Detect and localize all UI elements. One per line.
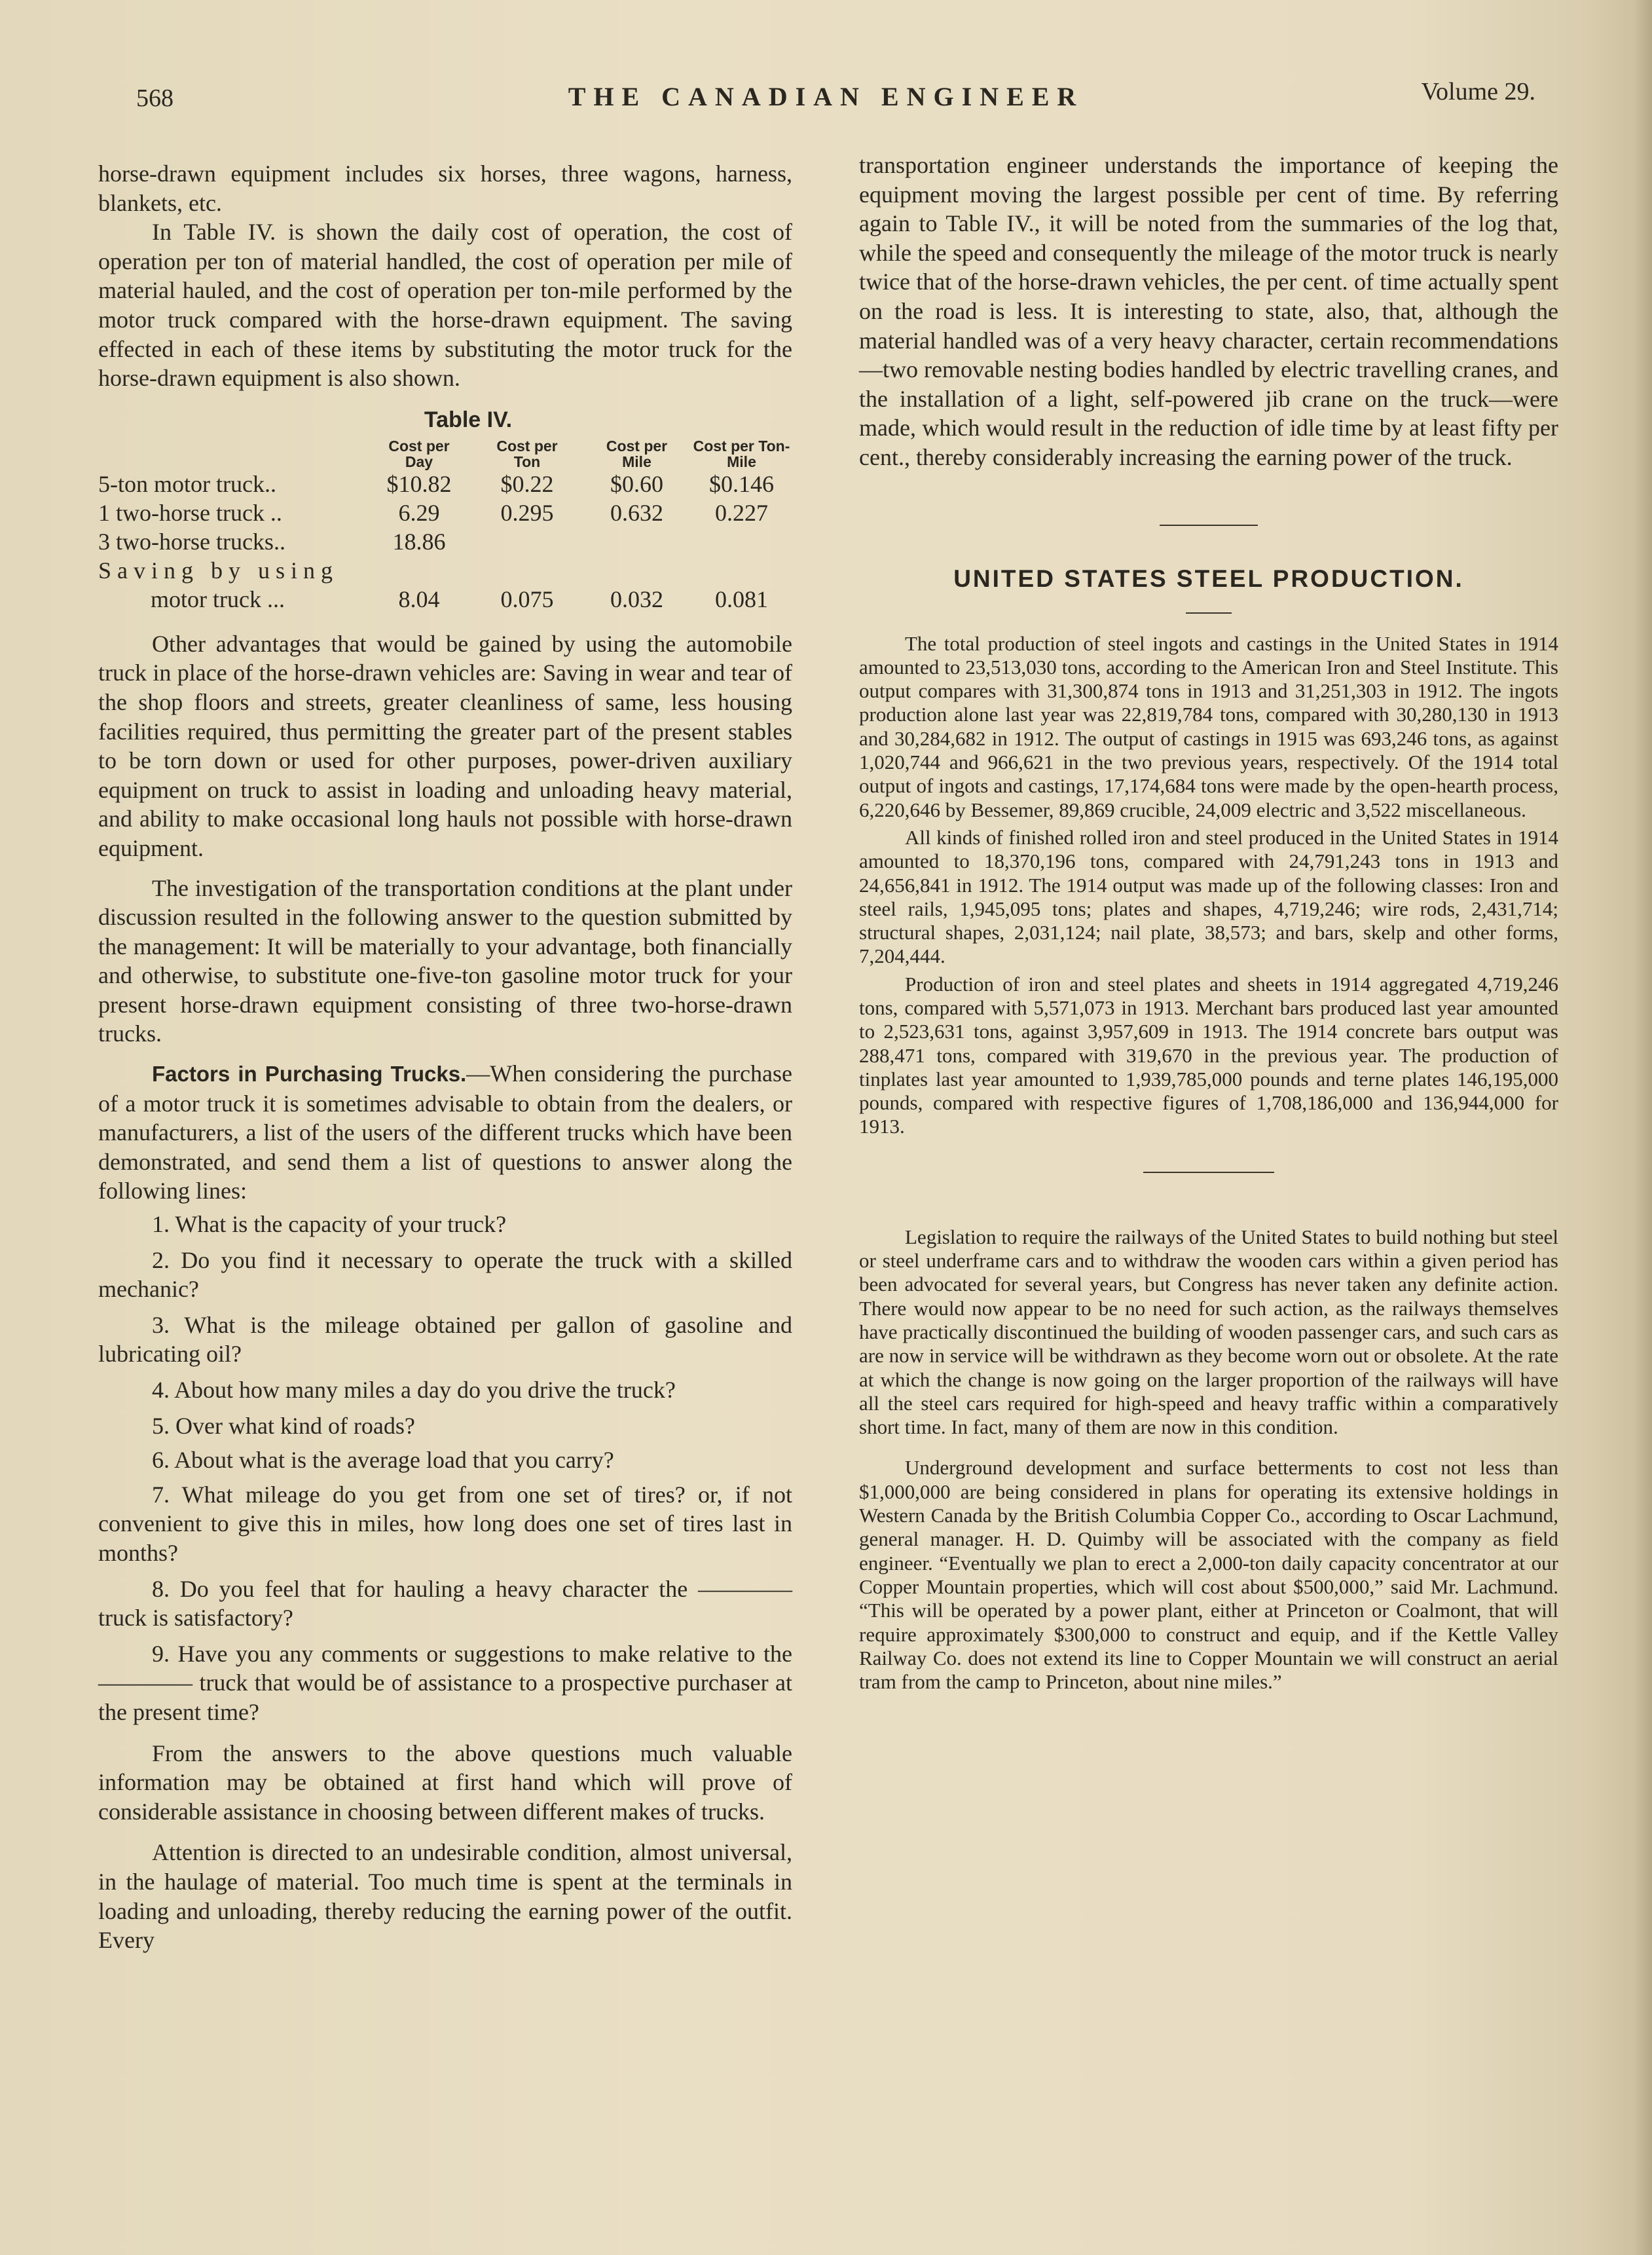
left-column bbox=[98, 159, 792, 1955]
table-cell: 0.032 bbox=[610, 586, 663, 612]
table-cell: 3 two-horse trucks.. bbox=[98, 528, 285, 555]
paragraph: From the answers to the above questions much valuable information may be obtained at first hand which will prove of considerable assistance in choosing between different makes of trucks. bbox=[98, 1740, 792, 1825]
divider bbox=[1186, 612, 1232, 614]
question-item: 6. About what is the average load that you carry? bbox=[152, 1447, 614, 1474]
table-cell: $0.60 bbox=[610, 470, 663, 497]
paragraph: Legislation to require the railways of the United States to build nothing but steel or steel underframe cars and to withdraw the wooden cars within a given period has been advocated for several years, but Congress has never taken any definite action. There would now appear to be no need for such action, as the railways themselves have practically discontinued the building of wooden passenger cars, and such cars as are now in service will be withdrawn as they become worn out or obsolete. At the rate at which the change is now going on the larger proportion of the railways will have all the steel cars required for high-speed and heavy traffic within a comparatively short time. In fact, many of them are now in this condition. bbox=[859, 1225, 1558, 1439]
page-number: 568 bbox=[136, 84, 174, 112]
paragraph: The total production of steel ingots and castings in the United States in 1914 amounted to 23,513,030 tons, according to the American Iron and Steel Institute. This output compares with 31,300,874 tons in 1913 and 31,251,303 in 1912. The ingots production alone last year was 22,819,784 tons, compared with 30,280,130 in 1913 and 30,284,682 in 1912. The output of castings in 1915 was 693,246 tons, as against 1,020,744 and 966,621 in the two previous years, respectively. Of the 1914 total output of ingots and castings, 17,174,684 tons were made by the open-hearth process, 6,220,646 by Bessemer, 89,869 crucible, 24,009 electric and 3,522 miscellaneous. bbox=[859, 631, 1558, 821]
paragraph: Other advantages that would be gained by using the automobile truck in place of the horse-drawn vehicles are: Saving in wear and tear of the shop floors and streets, greater cleanliness of same, less housing facilities required, thus permitting the greater part of the present stables to be torn down or used for other purposes, power-driven auxiliary equipment on truck to assist in loading and unloading heavy material, and ability to make occasional long hauls not possible with horse-drawn equipment. bbox=[98, 630, 792, 861]
question-item: 7. What mileage do you get from one set of tires? or, if not convenient to give this in miles, how long does one set of tires last in months? bbox=[98, 1481, 792, 1566]
run-in-heading: Factors in Purchasing Trucks. bbox=[152, 1062, 467, 1087]
question-item: 4. About how many miles a day do you drive the truck? bbox=[152, 1377, 676, 1403]
table-row bbox=[98, 470, 792, 498]
paragraph: The investigation of the transportation conditions at the plant under discussion resulted in the following answer to the question submitted by the management: It will be materially to your advantage, both financially and otherwise, to substitute one-five-ton gasoline motor truck for your present horse-drawn equipment consisting of three two-horse-drawn trucks. bbox=[98, 874, 792, 1047]
table-cell: 0.295 bbox=[500, 499, 554, 526]
table-header bbox=[98, 438, 367, 470]
question-item: 2. Do you find it necessary to operate the truck with a skilled mechanic? bbox=[98, 1246, 792, 1303]
question-item: 3. What is the mileage obtained per gallon of gasoline and lubricating oil? bbox=[98, 1311, 792, 1368]
table-cell: 0.075 bbox=[500, 586, 554, 612]
table-cell: 5-ton motor truck.. bbox=[98, 470, 276, 497]
table-header: Cost per Ton bbox=[496, 437, 558, 470]
table-header: Cost per Day bbox=[388, 437, 450, 470]
question-item: 8. Do you feel that for hauling a heavy character the ———— truck is satisfactory? bbox=[98, 1575, 792, 1631]
table-title: Table IV. bbox=[424, 407, 513, 432]
table-cell: 0.632 bbox=[610, 499, 663, 526]
journal-title: THE CANADIAN ENGINEER bbox=[568, 82, 1084, 111]
table-cell bbox=[691, 527, 792, 556]
paragraph: Production of iron and steel plates and sheets in 1914 aggregated 4,719,246 tons, compared with 5,571,073 in 1913. Merchant bars produced last year amounted to 2,523,631 tons, against 3,957,609 in 1913. The 1914 concrete bars output was 288,471 tons, compared with 319,670 in the previous year. The production of tinplates last year amounted to 1,939,785,000 pounds and terne plates 146,195,000 pounds, compared with respective figures of 1,708,186,000 and 136,944,000 for 1913. bbox=[859, 972, 1558, 1138]
divider bbox=[1160, 525, 1258, 526]
paragraph: In Table IV. is shown the daily cost of operation, the cost of operation per ton of material handled, the cost of operation per mile of material hauled, and the cost of operation per ton-mile performed by the motor truck compared with the horse-drawn equipment. The saving effected in each of these items by substituting the motor truck for the horse-drawn equipment is also shown. bbox=[98, 219, 792, 392]
table-cell: $0.146 bbox=[709, 470, 774, 497]
table-row bbox=[98, 556, 792, 585]
paragraph bbox=[98, 1059, 792, 1206]
table-cell: Saving by using bbox=[98, 557, 339, 584]
table-row bbox=[98, 527, 792, 556]
table-cell: 0.081 bbox=[715, 586, 768, 612]
paragraph: Underground development and surface betterments to cost not less than $1,000,000 are being considered in plans for operating its extensive holdings in Western Canada by the British Columbia Copper Co., according to Oscar Lachmund, general manager. H. D. Quimby will be associated with the company as field engineer. “Eventually we plan to erect a 2,000-ton daily capacity concentrator at our Copper Mountain properties, which will cost about $500,000,” said Mr. Lachmund. “This will be operated by a power plant, either at Princeton or Coalmont, that will require approximately $300,000 to construct and equip, and if the Kettle Valley Railway Co. does not extend its line to Copper Mountain we will construct an aerial tram from the camp to Princeton, about nine miles.” bbox=[859, 1456, 1558, 1694]
section-title: UNITED STATES STEEL PRODUCTION. bbox=[953, 565, 1464, 592]
table-cell: 1 two-horse truck .. bbox=[98, 499, 282, 526]
table-row bbox=[98, 585, 792, 614]
table-header: Cost per Ton-Mile bbox=[693, 437, 790, 470]
question-item: 9. Have you any comments or suggestions to make relative to the ———— truck that would be of assistance to a prospective purchaser at the present time? bbox=[98, 1640, 792, 1725]
paragraph: Attention is directed to an undesirable condition, almost universal, in the haulage of material. Too much time is spent at the terminals in loading and unloading, thereby reducing the earning power of the outfit. Every bbox=[98, 1839, 792, 1954]
table-cell: motor truck ... bbox=[151, 586, 285, 612]
paragraph: transportation engineer understands the importance of keeping the equipment moving the largest possible per cent of time. By referring again to Table IV., it will be noted from the summaries of the log that, while the speed and consequently the mileage of the motor truck is nearly twice that of the horse-drawn vehicles, the per cent. of time actually spent on the road is less. It is interesting to state, also, that, although the material handled was of a very heavy character, certain recommendations—two removable nesting bodies handled by electric travelling cranes, and the installation of a light, self-powered jib crane on the truck—were made, which would result in the reduction of idle time by at least fifty per cent., thereby considerably increasing the earning power of the truck. bbox=[859, 152, 1558, 470]
table-cell: 0.227 bbox=[715, 499, 768, 526]
volume-label: Volume 29. bbox=[1421, 78, 1535, 105]
table-header-row bbox=[98, 438, 792, 470]
table-cell: 18.86 bbox=[392, 528, 446, 555]
paragraph: All kinds of finished rolled iron and steel produced in the United States in 1914 amounted to 18,370,196 tons, compared with 24,791,243 tons in 1913 and 24,656,841 in 1912. The 1914 output was made up of the following classes: Iron and steel rails, 1,945,095 tons; plates and shapes, 4,719,246; wire rods, 2,431,714; structural shapes, 2,031,124; nail plate, 38,573; and bars, skelp and other forms, 7,204,444. bbox=[859, 825, 1558, 968]
table-cell: 6.29 bbox=[398, 499, 440, 526]
table-cell bbox=[583, 527, 691, 556]
question-item: 1. What is the capacity of your truck? bbox=[152, 1211, 507, 1238]
question-item: 5. Over what kind of roads? bbox=[152, 1412, 415, 1439]
table-cell: $10.82 bbox=[386, 470, 452, 497]
table-cell: $0.22 bbox=[500, 470, 554, 497]
divider bbox=[1143, 1172, 1274, 1173]
table-cell: 8.04 bbox=[398, 586, 440, 612]
cost-table bbox=[98, 438, 792, 614]
paragraph: horse-drawn equipment includes six horses, three wagons, harness, blankets, etc. bbox=[98, 160, 792, 216]
page-edge-shadow bbox=[1634, 0, 1652, 2255]
page-header bbox=[0, 72, 1652, 111]
table-cell bbox=[471, 527, 583, 556]
paragraph-body: —When considering the purchase of a motor truck it is sometimes advisable to obtain from the dealers, or manufacturers, a list of the users of the different trucks which have been demonstrated, and send them a list of questions to answer along the following lines: bbox=[98, 1060, 792, 1204]
table-row bbox=[98, 498, 792, 527]
right-column bbox=[859, 151, 1558, 1694]
table-header: Cost per Mile bbox=[606, 437, 668, 470]
